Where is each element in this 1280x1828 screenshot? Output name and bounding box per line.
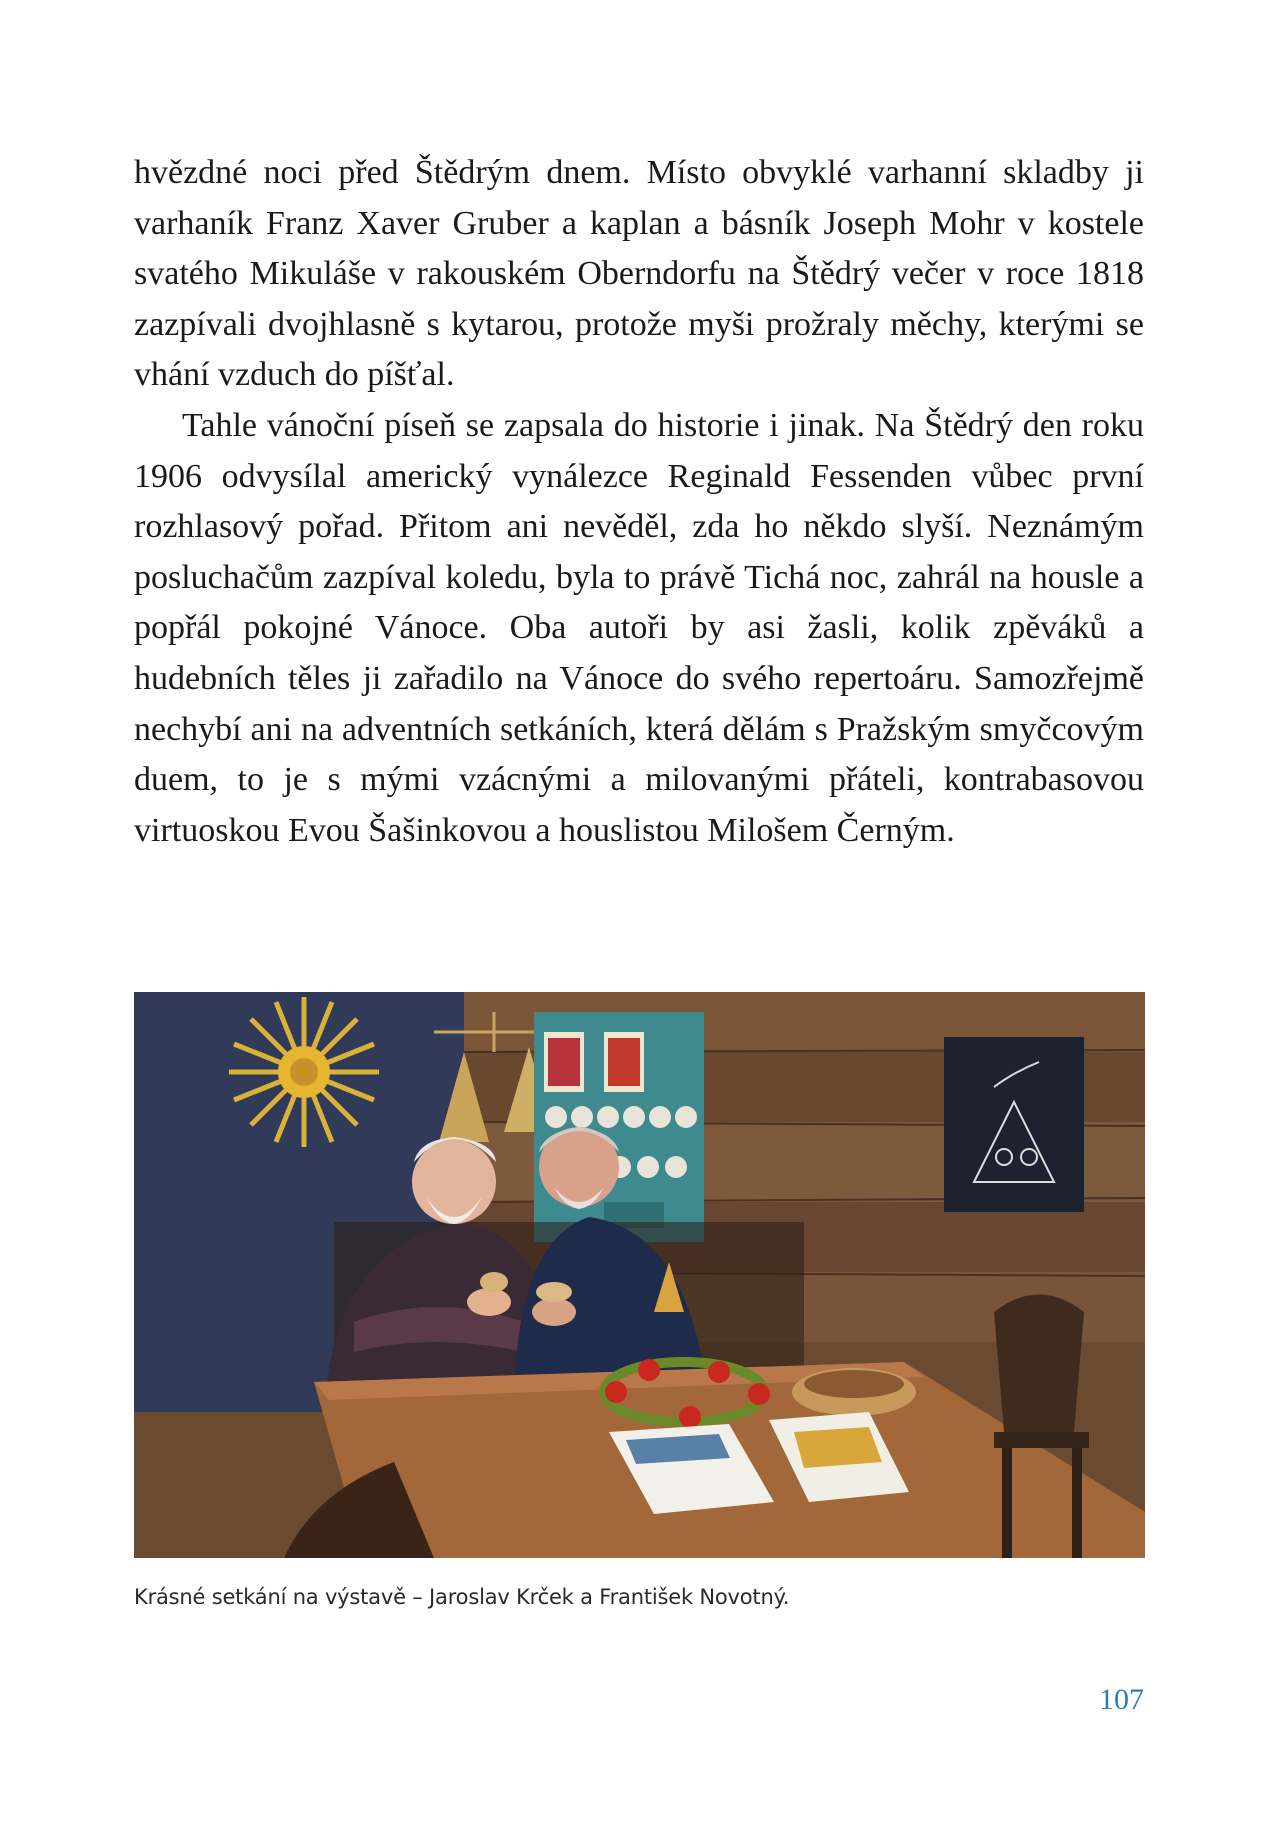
nativity-tapestry bbox=[944, 1037, 1084, 1212]
teal-shelf bbox=[534, 1012, 704, 1242]
photo-caption: Krásné setkání na výstavě – Jaroslav Krček a František Novotný. bbox=[134, 1585, 790, 1609]
paragraph-1: hvězdné noci před Štědrým dnem. Místo obvyklé varhanní skladby ji varhaník Franz Xaver Gruber a kaplan a básník Joseph Mohr v kostele svatého Mikuláše v rakouském Oberndorfu na Štědrý večer v roce 1818 zazpívali dvojhlasně s kytarou, protože myši prožraly měchy, kterými se vhání vzduch do píšťal. bbox=[134, 154, 1144, 394]
body-text bbox=[134, 148, 1144, 856]
paragraph-2: Tahle vánoční píseň se zapsala do historie i jinak. Na Štědrý den roku 1906 odvysílal americký vynálezce Reginald Fessenden vůbec první rozhlasový pořad. Přitom ani nevěděl, zda ho někdo slyší. Neznámým posluchačům zazpíval koledu, byla to právě Tichá noc, zahrál na housle a popřál pokojné Vánoce. Oba autoři by asi žasli, kolik zpěváků a hudebních těles ji zařadilo na Vánoce do svého repertoáru. Samozřejmě nechybí ani na adventních setkáních, která dělám s Pražským smyčcovým duem, to je s mými vzácnými a milovanými přáteli, kontrabasovou virtuoskou Evou Šašinkovou a houslistou Milošem Černým. bbox=[134, 406, 1144, 849]
page-number: 107 bbox=[1099, 1683, 1144, 1716]
straw-sun-ornament bbox=[229, 997, 379, 1147]
photo-two-men-at-table bbox=[134, 992, 1145, 1558]
